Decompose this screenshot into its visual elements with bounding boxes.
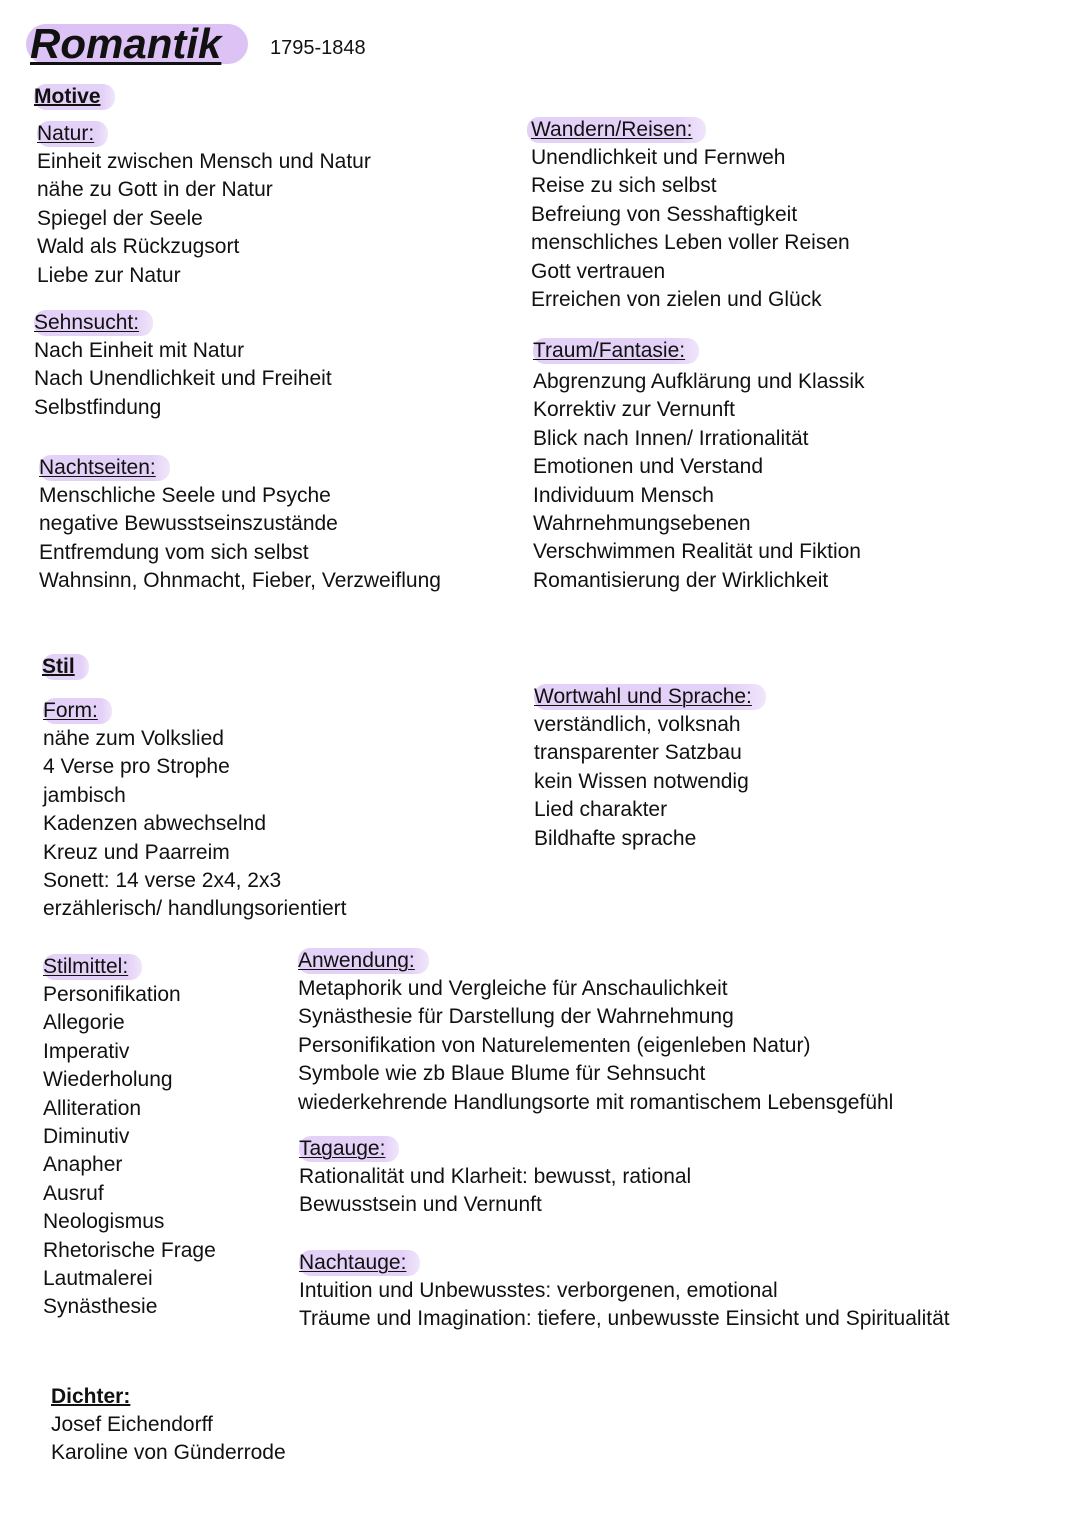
list-item: Allegorie bbox=[43, 1011, 125, 1035]
dichter-list bbox=[51, 1411, 286, 1468]
list-item: Liebe zur Natur bbox=[37, 263, 181, 287]
list-item: Unendlichkeit und Fernweh bbox=[531, 146, 786, 169]
list-item: Bildhafte sprache bbox=[534, 826, 697, 850]
natur-list bbox=[37, 148, 371, 290]
list-item: Romantisierung der Wirklichkeit bbox=[533, 568, 829, 592]
form-list bbox=[43, 725, 347, 924]
list-item: Lautmalerei bbox=[43, 1267, 153, 1291]
list-item: wiederkehrende Handlungsorte mit romantischem Lebensgefühl bbox=[298, 1090, 894, 1114]
tagauge-heading: Tagauge: bbox=[299, 1136, 399, 1162]
list-item: Bewusstsein und Vernunft bbox=[299, 1193, 542, 1217]
anwendung-list bbox=[298, 975, 893, 1117]
list-item: nähe zum Volkslied bbox=[43, 727, 224, 750]
list-item: Erreichen von zielen und Glück bbox=[531, 288, 822, 312]
list-item: Kreuz und Paarreim bbox=[43, 840, 230, 864]
wortwahl-heading: Wortwahl und Sprache: bbox=[534, 684, 766, 710]
list-item: verständlich, volksnah bbox=[534, 713, 741, 736]
list-item: Menschliche Seele und Psyche bbox=[39, 484, 331, 507]
list-item: Anapher bbox=[43, 1153, 123, 1177]
title-block bbox=[26, 22, 221, 66]
wandern-list bbox=[531, 144, 850, 314]
anwendung-heading: Anwendung: bbox=[298, 948, 429, 974]
traum-list bbox=[533, 368, 865, 595]
list-item: Josef Eichendorff bbox=[51, 1413, 213, 1436]
list-item: Rationalität und Klarheit: bewusst, rational bbox=[299, 1165, 692, 1188]
list-item: Diminutiv bbox=[43, 1125, 130, 1149]
dichter-heading: Dichter: bbox=[51, 1385, 131, 1408]
list-item: kein Wissen notwendig bbox=[534, 769, 749, 793]
list-item: transparenter Satzbau bbox=[534, 741, 742, 765]
list-item: Personifikation von Naturelementen (eigenleben Natur) bbox=[298, 1033, 811, 1057]
stilmittel-heading: Stilmittel: bbox=[43, 954, 142, 980]
list-item: menschliches Leben voller Reisen bbox=[531, 231, 850, 255]
list-item: Lied charakter bbox=[534, 798, 668, 822]
list-item: Abgrenzung Aufklärung und Klassik bbox=[533, 370, 865, 393]
motive-heading: Motive bbox=[34, 84, 115, 110]
list-item: Träume und Imagination: tiefere, unbewusste Einsicht und Spiritualität bbox=[299, 1307, 950, 1331]
sehnsucht-list bbox=[34, 337, 332, 422]
list-item: erzählerisch/ handlungsorientiert bbox=[43, 897, 347, 921]
list-item: Individuum Mensch bbox=[533, 483, 714, 507]
list-item: Symbole wie zb Blaue Blume für Sehnsucht bbox=[298, 1062, 706, 1086]
list-item: Wahnsinn, Ohnmacht, Fieber, Verzweiflung bbox=[39, 569, 441, 593]
list-item: Synästhesie bbox=[43, 1295, 158, 1319]
list-item: Personifikation bbox=[43, 983, 181, 1006]
nachtseiten-list bbox=[39, 482, 441, 596]
list-item: Kadenzen abwechselnd bbox=[43, 812, 267, 836]
page-title: Romantik bbox=[30, 20, 222, 67]
list-item: jambisch bbox=[43, 783, 126, 807]
list-item: Verschwimmen Realität und Fiktion bbox=[533, 540, 861, 564]
list-item: Synästhesie für Darstellung der Wahrnehmung bbox=[298, 1005, 734, 1029]
date-range: 1795-1848 bbox=[270, 37, 366, 59]
sehnsucht-heading: Sehnsucht: bbox=[34, 310, 153, 336]
list-item: 4 Verse pro Strophe bbox=[43, 755, 230, 779]
list-item: Wald als Rückzugsort bbox=[37, 235, 240, 259]
list-item: Gott vertrauen bbox=[531, 259, 666, 283]
list-item: Neologismus bbox=[43, 1210, 165, 1234]
list-item: Alliteration bbox=[43, 1096, 142, 1120]
tagauge-list bbox=[299, 1163, 691, 1220]
list-item: Selbstfindung bbox=[34, 395, 162, 419]
list-item: Nach Einheit mit Natur bbox=[34, 339, 245, 362]
list-item: Sonett: 14 verse 2x4, 2x3 bbox=[43, 869, 282, 893]
form-heading: Form: bbox=[43, 698, 112, 724]
list-item: Einheit zwischen Mensch und Natur bbox=[37, 150, 371, 173]
list-item: Ausruf bbox=[43, 1181, 104, 1205]
wortwahl-list bbox=[534, 711, 749, 853]
list-item: negative Bewusstseinszustände bbox=[39, 512, 338, 536]
list-item: Blick nach Innen/ Irrationalität bbox=[533, 426, 809, 450]
stil-heading: Stil bbox=[42, 654, 89, 680]
list-item: Karoline von Günderrode bbox=[51, 1441, 286, 1465]
list-item: Korrektiv zur Vernunft bbox=[533, 398, 735, 422]
list-item: Entfremdung vom sich selbst bbox=[39, 540, 309, 564]
wandern-heading: Wandern/Reisen: bbox=[527, 117, 706, 143]
nachtauge-heading: Nachtauge: bbox=[299, 1250, 420, 1276]
natur-heading: Natur: bbox=[37, 121, 108, 147]
list-item: Wahrnehmungsebenen bbox=[533, 512, 751, 536]
list-item: Emotionen und Verstand bbox=[533, 455, 763, 479]
nachtauge-list bbox=[299, 1277, 950, 1334]
list-item: Wiederholung bbox=[43, 1068, 173, 1092]
list-item: Imperativ bbox=[43, 1039, 130, 1063]
traum-heading: Traum/Fantasie: bbox=[533, 338, 699, 364]
list-item: Reise zu sich selbst bbox=[531, 174, 717, 198]
list-item: Nach Unendlichkeit und Freiheit bbox=[34, 367, 332, 391]
list-item: nähe zu Gott in der Natur bbox=[37, 178, 273, 202]
nachtseiten-heading: Nachtseiten: bbox=[39, 455, 170, 481]
list-item: Rhetorische Frage bbox=[43, 1238, 216, 1262]
list-item: Metaphorik und Vergleiche für Anschaulichkeit bbox=[298, 977, 728, 1000]
list-item: Befreiung von Sesshaftigkeit bbox=[531, 202, 798, 226]
stilmittel-list bbox=[43, 981, 216, 1322]
list-item: Spiegel der Seele bbox=[37, 206, 203, 230]
list-item: Intuition und Unbewusstes: verborgenen, emotional bbox=[299, 1279, 778, 1302]
